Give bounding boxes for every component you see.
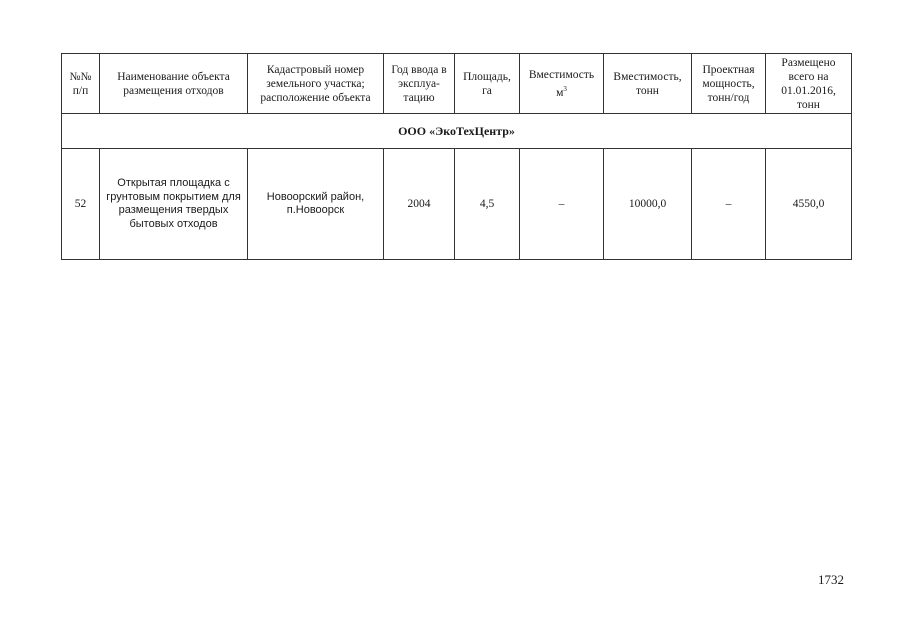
- waste-facilities-table: [61, 53, 852, 260]
- header-design-capacity: Проектная мощность, тонн/год: [692, 54, 766, 114]
- header-placed-total: Размещено всего на 01.01.2016, тонн: [766, 54, 852, 114]
- header-year: Год ввода в эксплуа-тацию: [384, 54, 455, 114]
- cell-area: 4,5: [455, 149, 520, 260]
- header-capacity-t: Вместимость, тонн: [604, 54, 692, 114]
- table-row: [62, 149, 852, 260]
- table-header-row: [62, 54, 852, 114]
- cell-year: 2004: [384, 149, 455, 260]
- cell-design-capacity: –: [692, 149, 766, 260]
- page-number: 1732: [818, 572, 844, 587]
- organization-name: ООО «ЭкоТехЦентр»: [62, 114, 852, 149]
- cell-placed-total: 4550,0: [766, 149, 852, 260]
- cell-capacity-t: 10000,0: [604, 149, 692, 260]
- cell-capacity-m3: –: [520, 149, 604, 260]
- header-number: №№ п/п: [62, 54, 100, 114]
- cell-number: 52: [62, 149, 100, 260]
- cell-name: Открытая площадка с грунтовым покрытием для размещения твердых бытовых отходов: [100, 149, 248, 260]
- cubic-superscript: 3: [563, 84, 567, 93]
- header-capacity-m3-label: Вместимость м: [528, 68, 595, 99]
- header-name: Наименование объекта размещения отходов: [100, 54, 248, 114]
- organization-row: [62, 114, 852, 149]
- cell-location: Новоорский район, п.Новоорск: [248, 149, 384, 260]
- header-area: Площадь, га: [455, 54, 520, 114]
- header-capacity-m3: [520, 54, 604, 114]
- header-cadastral: Кадастровый номер земельного участка; расположение объекта: [248, 54, 384, 114]
